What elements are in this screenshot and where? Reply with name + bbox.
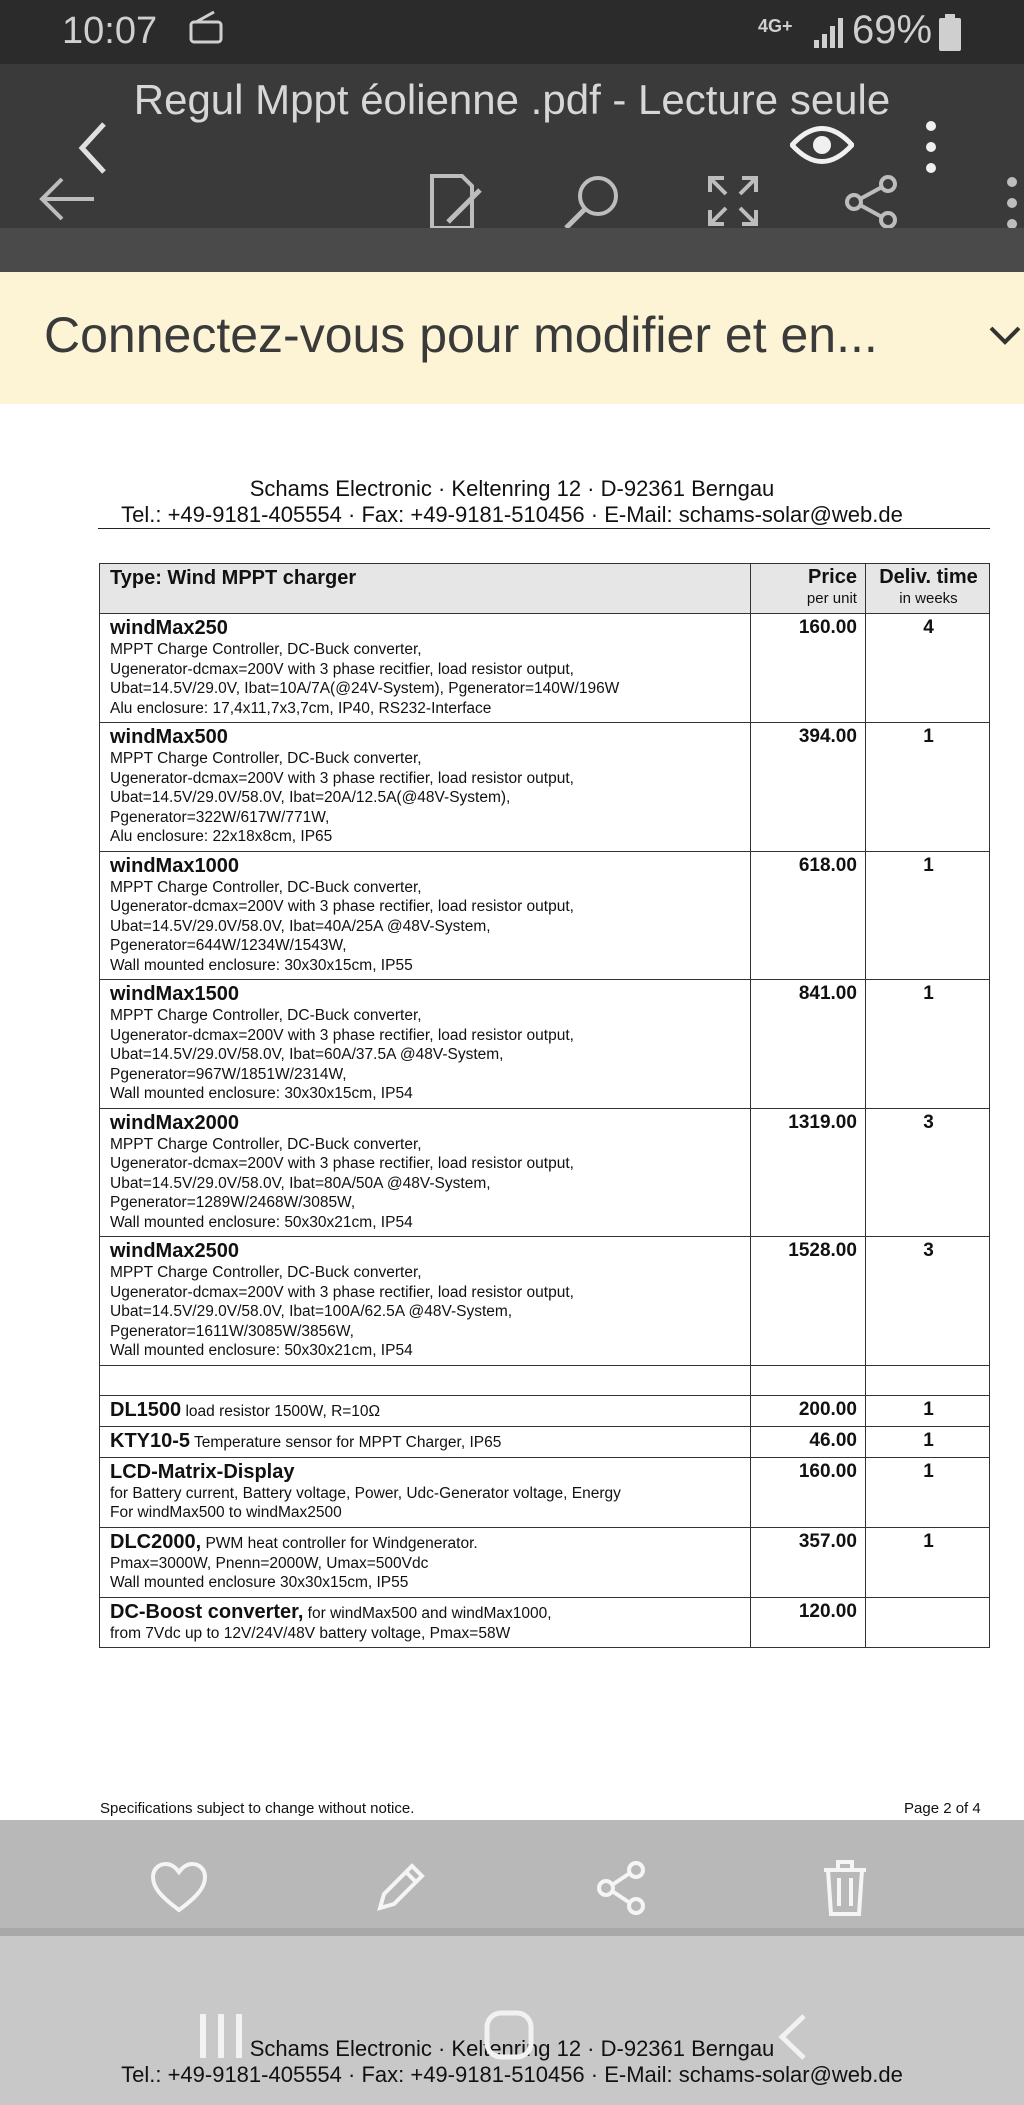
- table-header-row: [100, 564, 990, 614]
- signal-icon: [812, 14, 846, 50]
- product-delivery: 1: [865, 980, 989, 1109]
- product-cell: [100, 1395, 751, 1426]
- product-price: 1319.00: [750, 1108, 865, 1237]
- product-cell: [100, 614, 751, 723]
- recent-apps-icon[interactable]: [198, 2014, 244, 2058]
- edit-document-icon[interactable]: [428, 172, 484, 230]
- product-delivery: 1: [865, 1527, 989, 1597]
- product-delivery: [865, 1597, 989, 1648]
- nav-back-icon[interactable]: [776, 2012, 810, 2062]
- product-cell: [100, 1237, 751, 1366]
- banner-text: Connectez-vous pour modifier et en...: [44, 307, 878, 363]
- product-inline-desc: PWM heat controller for Windgenerator.: [201, 1534, 478, 1552]
- product-description: MPPT Charge Controller, DC-Buck converter, Ugenerator-dcmax=200V with 3 phase rectifier, load resistor output, Ubat=14.5V/29.0V/58.0V, Ibat=40A/25A @48V-System, Pgenerator=644W/1234W/1543W, Wall mounted enclosure: 30x30x15cm, IP55: [110, 878, 574, 974]
- radio-icon: [188, 10, 224, 46]
- product-cell: [100, 723, 751, 852]
- product-name: windMax2500: [110, 1240, 239, 1262]
- page-number: Page 2 of 4: [904, 1800, 981, 1817]
- fullscreen-icon[interactable]: [706, 174, 760, 228]
- table-row: [100, 1395, 990, 1426]
- product-price: 160.00: [750, 1457, 865, 1527]
- header-divider: [98, 528, 990, 529]
- product-cell: [100, 980, 751, 1109]
- product-name: windMax500: [110, 726, 228, 748]
- product-name: windMax1000: [110, 854, 239, 877]
- bottom-action-bar: [0, 1820, 1024, 1928]
- back-arrow-icon[interactable]: [38, 176, 96, 222]
- status-bar: [0, 0, 1024, 64]
- product-description: MPPT Charge Controller, DC-Buck converter, Ugenerator-dcmax=200V with 3 phase rectifier, load resistor output, Ubat=14.5V/29.0V/58.0V, Ibat=60A/37.5A @48V-System, Pgenerator=967W/1851W/2314W, Wall mounted enclosure: 30x30x15cm, IP54: [110, 1007, 574, 1102]
- price-header-sub: per unit: [806, 590, 857, 607]
- product-name: windMax2000: [110, 1111, 239, 1134]
- favorite-heart-icon[interactable]: [150, 1862, 208, 1914]
- share-icon[interactable]: [844, 174, 900, 230]
- table-row: [100, 1597, 990, 1648]
- deliv-header: [865, 564, 989, 614]
- table-row: [100, 851, 990, 980]
- product-price: 394.00: [750, 723, 865, 852]
- next-page-company-address: Schams Electronic · Keltenring 12 · D-92361 Berngau: [249, 2036, 775, 2061]
- product-description: MPPT Charge Controller, DC-Buck converter, Ugenerator-dcmax=200V with 3 phase rectifier, load resistor output, Ubat=14.5V/29.0V/58.0V, Ibat=100A/62.5A @48V-System, Pgenerator=1611W/3085W/3856W, Wall mounted enclosure: 50x30x21cm, IP54: [110, 1264, 574, 1359]
- delete-trash-icon[interactable]: [822, 1860, 868, 1916]
- product-delivery: 1: [865, 723, 989, 852]
- price-header-label: Price: [808, 566, 857, 588]
- product-cell: [100, 1457, 751, 1527]
- table-row: [100, 723, 990, 852]
- product-inline-desc: Temperature sensor for MPPT Charger, IP65: [190, 1433, 502, 1451]
- more-options-icon[interactable]: [924, 120, 938, 174]
- product-cell: [100, 1108, 751, 1237]
- product-price: 618.00: [750, 851, 865, 980]
- chevron-down-icon[interactable]: [988, 324, 1022, 348]
- network-indicator: 4G+: [758, 16, 793, 36]
- product-description: MPPT Charge Controller, DC-Buck converter, Ugenerator-dcmax=200V with 3 phase recitfier, load resistor output, Ubat=14.5V/29.0V, Ibat=10A/7A(@24V-System), Pgenerator=140W/196W Alu enclosure: 17,4x11,7x3,7cm, IP40, RS232-Interface: [110, 641, 620, 717]
- company-contact: Tel.: +49-9181-405554 · Fax: +49-9181-510456 · E-Mail: schams-solar@web.de: [121, 502, 903, 527]
- back-chevron-icon[interactable]: [74, 118, 114, 178]
- product-price: 120.00: [750, 1597, 865, 1648]
- product-inline-desc: load resistor 1500W, R=10Ω: [181, 1402, 381, 1420]
- table-row: [100, 614, 990, 723]
- edit-pencil-icon[interactable]: [374, 1860, 428, 1914]
- product-price: 357.00: [750, 1527, 865, 1597]
- product-price: 1528.00: [750, 1237, 865, 1366]
- spacer-body: [100, 1365, 990, 1395]
- share-icon-bottom[interactable]: [596, 1860, 648, 1916]
- product-name: windMax250: [110, 617, 228, 639]
- deliv-header-sub: in weeks: [899, 590, 958, 607]
- table-row: [100, 1527, 990, 1597]
- table-row: [100, 1426, 990, 1457]
- app-bar: [0, 64, 1024, 228]
- product-name: DLC2000,: [110, 1530, 202, 1553]
- nav-separator: [0, 1928, 1024, 1936]
- product-price: 200.00: [750, 1395, 865, 1426]
- product-cell: [100, 1597, 751, 1648]
- spacer-row: [100, 1365, 990, 1395]
- product-delivery: 1: [865, 1457, 989, 1527]
- product-description: for Battery current, Battery voltage, Power, Udc-Generator voltage, Energy For windMax500 to windMax2500: [110, 1484, 621, 1521]
- price-table: [99, 563, 990, 1648]
- product-delivery: 1: [865, 851, 989, 980]
- product-description: MPPT Charge Controller, DC-Buck converter, Ugenerator-dcmax=200V with 3 phase rectifier, load resistor output, Ubat=14.5V/29.0V/58.0V, Ibat=80A/50A @48V-System, Pgenerator=1289W/2468W/3085W, Wall mounted enclosure: 50x30x21cm, IP54: [110, 1135, 574, 1231]
- product-delivery: 1: [865, 1426, 989, 1457]
- home-button-icon[interactable]: [484, 2010, 534, 2060]
- product-delivery: 4: [865, 614, 989, 723]
- company-address: Schams Electronic · Keltenring 12 · D-92361 Berngau: [249, 476, 775, 501]
- next-page-company-contact: Tel.: +49-9181-405554 · Fax: +49-9181-510456 · E-Mail: schams-solar@web.de: [121, 2062, 903, 2087]
- sign-in-banner[interactable]: [0, 272, 1024, 404]
- product-name: KTY10-5: [110, 1429, 191, 1452]
- product-name: LCD-Matrix-Display: [110, 1460, 295, 1483]
- product-cell: [100, 851, 751, 980]
- product-name: DC-Boost converter,: [110, 1600, 304, 1623]
- product-delivery: 3: [865, 1237, 989, 1366]
- table-row: [100, 1457, 990, 1527]
- product-description: MPPT Charge Controller, DC-Buck converter, Ugenerator-dcmax=200V with 3 phase rectifier, load resistor output, Ubat=14.5V/29.0V/58.0V, Ibat=20A/12.5A(@48V-System), Pgenerator=322W/617W/771W, Alu enclosure: 22x18x8cm, IP65: [110, 750, 574, 845]
- document-title: Regul Mppt éolienne .pdf - Lecture seule: [133, 76, 891, 123]
- table-row: [100, 1108, 990, 1237]
- overflow-menu-icon[interactable]: [1006, 176, 1018, 230]
- product-description: Pmax=3000W, Pnenn=2000W, Umax=500Vdc Wall mounted enclosure 30x30x15cm, IP55: [110, 1554, 429, 1591]
- table-row: [100, 1237, 990, 1366]
- product-name: DL1500: [110, 1398, 182, 1421]
- products-body: [100, 614, 990, 1366]
- product-inline-desc: for windMax500 and windMax1000,: [303, 1604, 552, 1622]
- product-cell: [100, 1527, 751, 1597]
- toolbar-strip: [0, 228, 1024, 272]
- battery-icon: [938, 14, 962, 52]
- product-delivery: 1: [865, 1395, 989, 1426]
- battery-percent: 69%: [852, 8, 933, 52]
- product-name: windMax1500: [110, 983, 239, 1005]
- product-delivery: 3: [865, 1108, 989, 1237]
- product-price: 841.00: [750, 980, 865, 1109]
- product-cell: [100, 1426, 751, 1457]
- status-time: 10:07: [62, 10, 158, 52]
- product-price: 160.00: [750, 614, 865, 723]
- deliv-header-label: Deliv. time: [879, 566, 978, 588]
- footer-disclaimer: Specifications subject to change without notice.: [100, 1800, 415, 1817]
- view-eye-icon[interactable]: [790, 120, 854, 170]
- price-header: [750, 564, 865, 614]
- type-header: Type: Wind MPPT charger: [100, 564, 751, 614]
- table-row: [100, 980, 990, 1109]
- search-icon[interactable]: [562, 172, 622, 232]
- accessories-body: [100, 1395, 990, 1648]
- product-description: from 7Vdc up to 12V/24V/48V battery voltage, Pmax=58W: [110, 1624, 511, 1642]
- product-price: 46.00: [750, 1426, 865, 1457]
